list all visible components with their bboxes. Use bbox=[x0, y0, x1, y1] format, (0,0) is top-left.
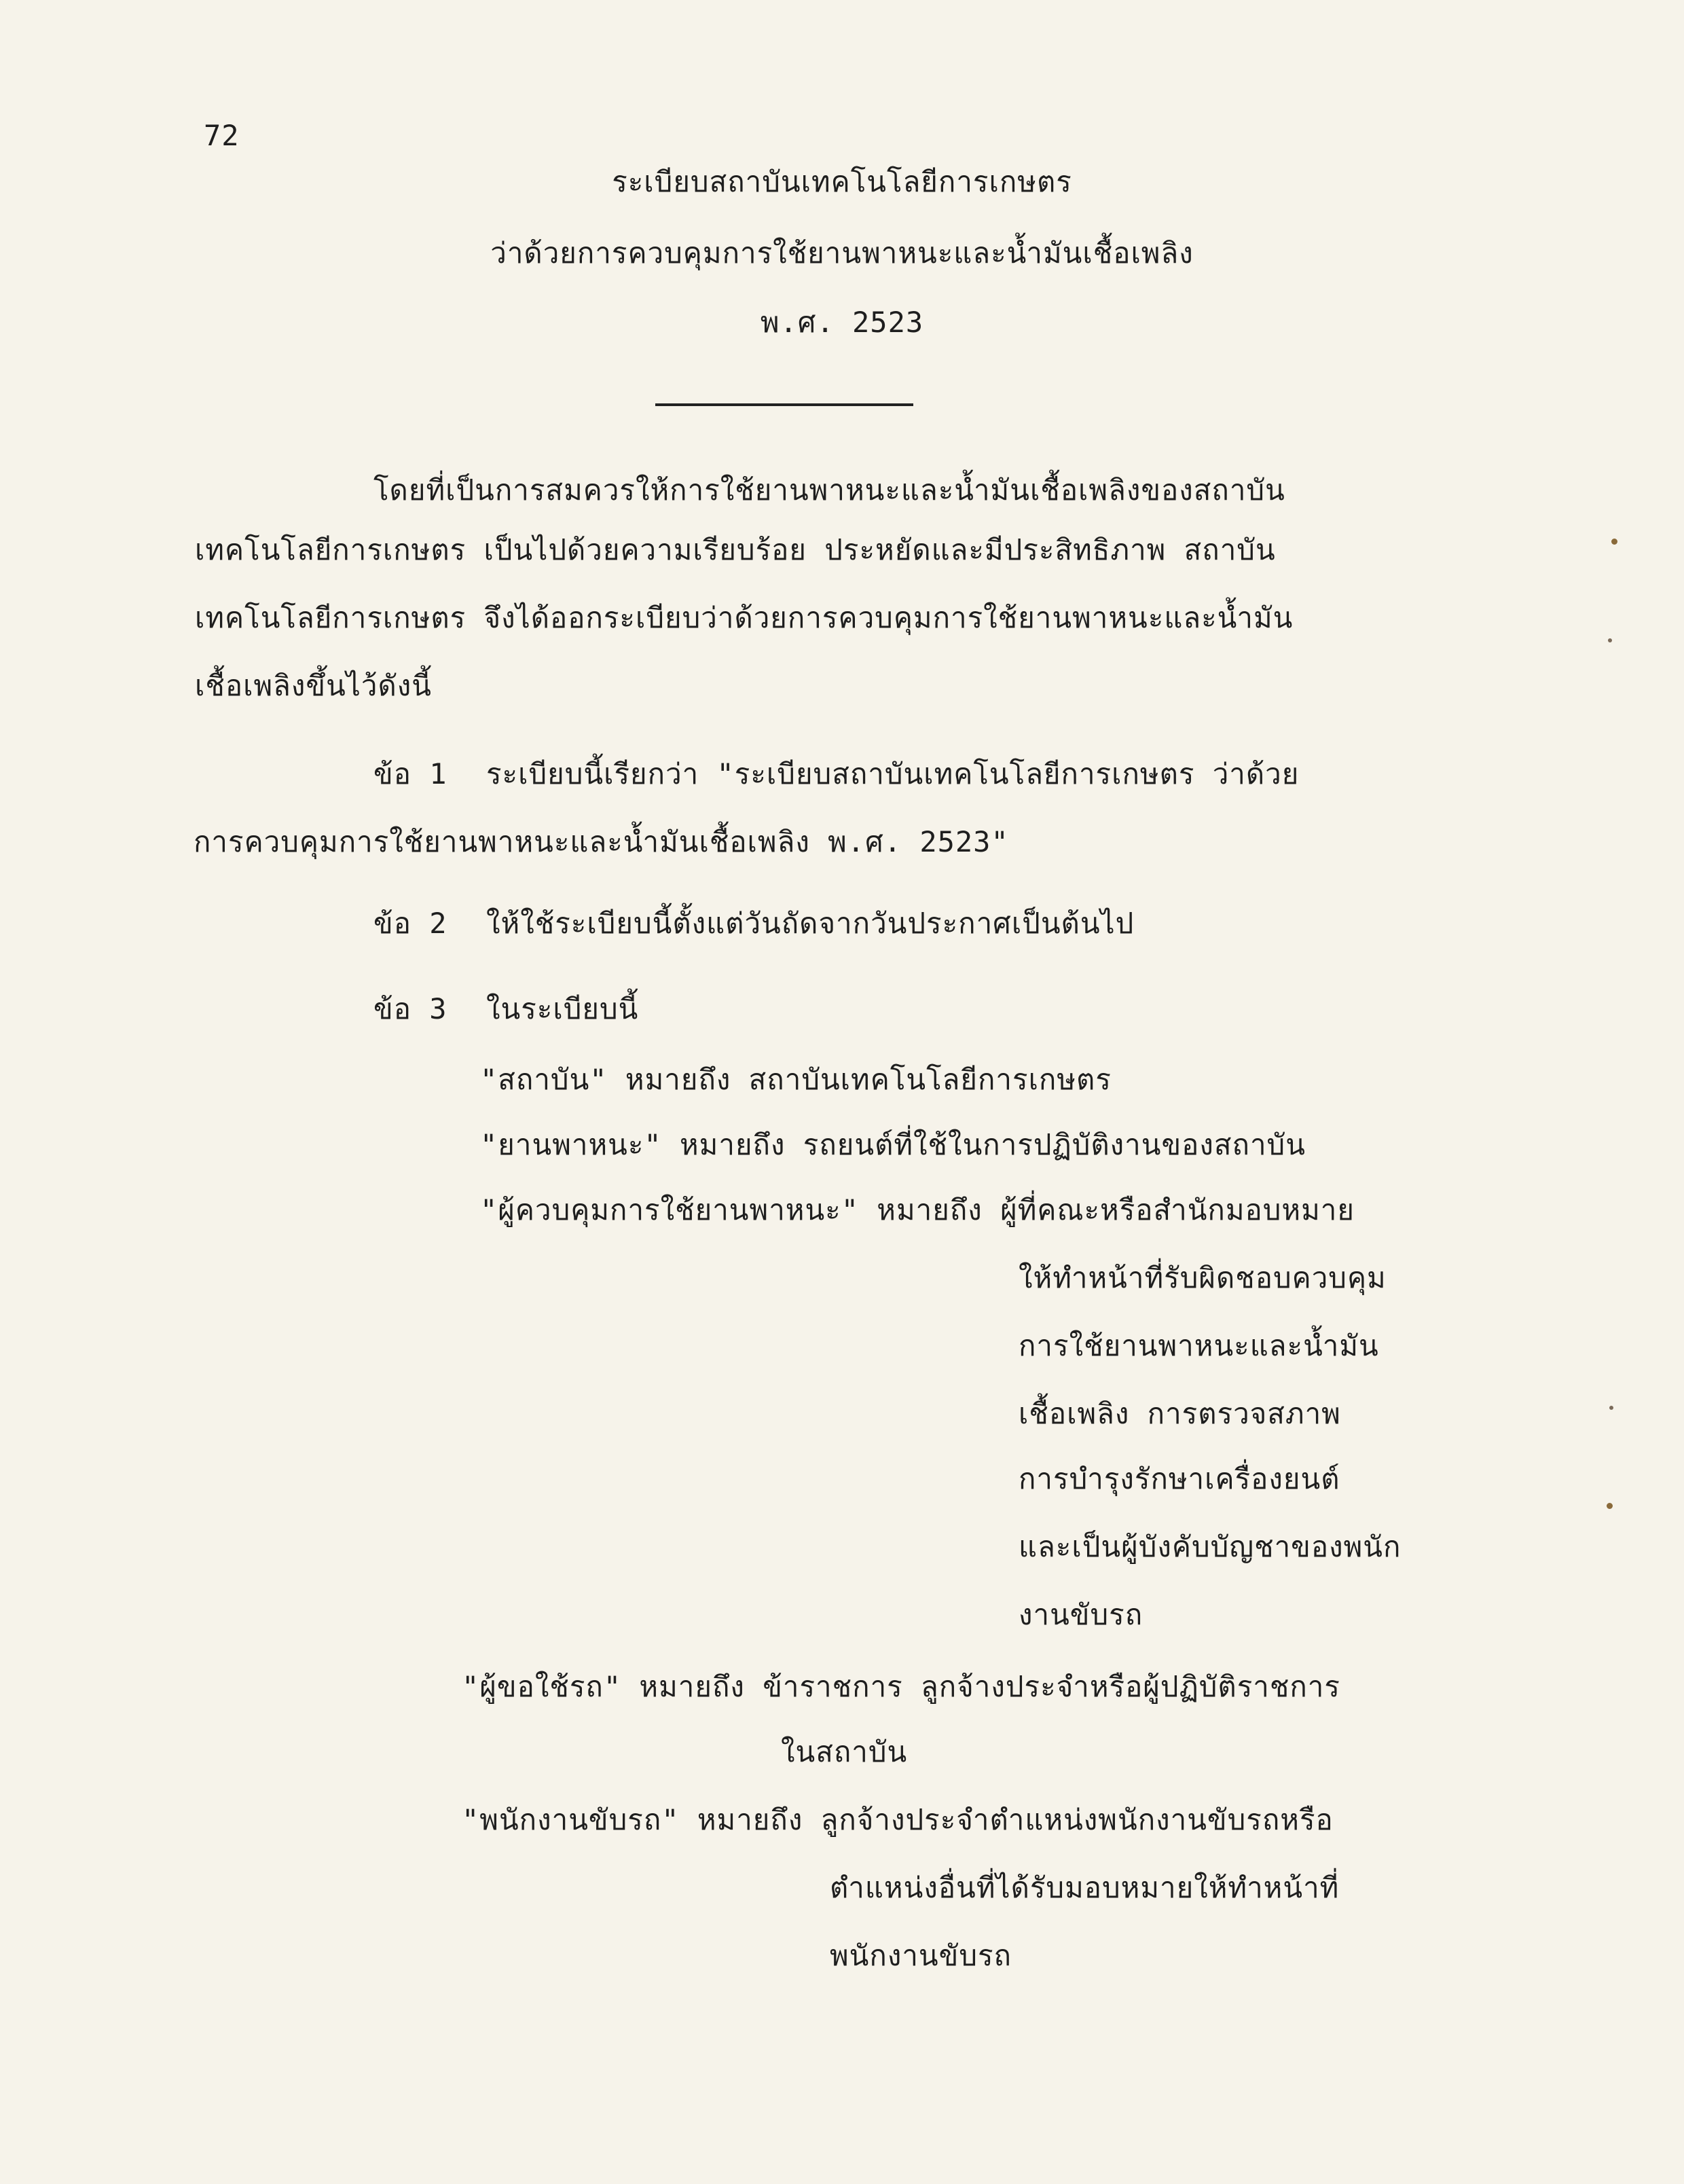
definition-driver-cont-2: พนักงานขับรถ bbox=[830, 1939, 1012, 1972]
definition-controller-cont-3: เชื้อเพลิง การตรวจสภาพ bbox=[1019, 1397, 1341, 1430]
definition-controller-cont-4: การบำรุงรักษาเครื่องยนต์ bbox=[1019, 1462, 1340, 1495]
page-number: 72 bbox=[204, 119, 240, 152]
title-line-2: ว่าด้วยการควบคุมการใช้ยานพาหนะและน้ำมันเชื้อเพลิง bbox=[490, 236, 1194, 270]
definition-driver-cont-1: ตำแหน่งอื่นที่ได้รับมอบหมายให้ทำหน้าที่ bbox=[830, 1871, 1340, 1904]
definition-institute: "สถาบัน" หมายถึง สถาบันเทคโนโลยีการเกษตร bbox=[480, 1063, 1112, 1096]
definition-requester: "ผู้ขอใช้รถ" หมายถึง ข้าราชการ ลูกจ้างประจำหรือผู้ปฏิบัติราชการ bbox=[462, 1670, 1340, 1703]
definition-controller-cont-5: และเป็นผู้บังคับบัญชาของพนัก bbox=[1019, 1530, 1402, 1563]
clause-1-text: ระเบียบนี้เรียกว่า "ระเบียบสถาบันเทคโนโลยีการเกษตร ว่าด้วย bbox=[486, 757, 1300, 790]
clause-3-label: ข้อ 3 bbox=[373, 992, 447, 1025]
paper-speck bbox=[1611, 539, 1617, 545]
title-line-1: ระเบียบสถาบันเทคโนโลยีการเกษตร bbox=[612, 165, 1072, 198]
definition-controller: "ผู้ควบคุมการใช้ยานพาหนะ" หมายถึง ผู้ที่คณะหรือสำนักมอบหมาย bbox=[480, 1193, 1355, 1226]
clause-3-text: ในระเบียบนี้ bbox=[486, 992, 639, 1025]
definition-controller-cont-6: งานขับรถ bbox=[1019, 1598, 1143, 1631]
preamble-line-1: โดยที่เป็นการสมควรให้การใช้ยานพาหนะและน้ำมันเชื้อเพลิงของสถาบัน bbox=[373, 473, 1285, 507]
preamble-line-4: เชื้อเพลิงขึ้นไว้ดังนี้ bbox=[195, 669, 432, 702]
paper-speck bbox=[1609, 1406, 1613, 1410]
definition-controller-cont-2: การใช้ยานพาหนะและน้ำมัน bbox=[1019, 1329, 1379, 1362]
clause-1-continuation: การควบคุมการใช้ยานพาหนะและน้ำมันเชื้อเพลิง พ.ศ. 2523" bbox=[194, 825, 1009, 858]
paper-speck bbox=[1607, 1503, 1613, 1509]
clause-1-label: ข้อ 1 bbox=[373, 757, 447, 790]
clause-2-label: ข้อ 2 bbox=[373, 907, 447, 940]
clause-2-text: ให้ใช้ระเบียบนี้ตั้งแต่วันถัดจากวันประกาศเป็นต้นไป bbox=[486, 907, 1135, 940]
definition-requester-cont: ในสถาบัน bbox=[781, 1735, 908, 1768]
preamble-line-3: เทคโนโลยีการเกษตร จึงได้ออกระเบียบว่าด้วยการควบคุมการใช้ยานพาหนะและน้ำมัน bbox=[195, 601, 1294, 634]
preamble-line-2: เทคโนโลยีการเกษตร เป็นไปด้วยความเรียบร้อย ประหยัดและมีประสิทธิภาพ สถาบัน bbox=[195, 533, 1276, 566]
definition-vehicle: "ยานพาหนะ" หมายถึง รถยนต์ที่ใช้ในการปฏิบัติงานของสถาบัน bbox=[480, 1128, 1306, 1161]
paper-speck bbox=[1608, 638, 1612, 642]
definition-driver: "พนักงานขับรถ" หมายถึง ลูกจ้างประจำตำแหน่งพนักงานขับรถหรือ bbox=[462, 1803, 1334, 1836]
title-line-3: พ.ศ. 2523 bbox=[760, 306, 924, 339]
definition-controller-cont-1: ให้ทำหน้าที่รับผิดชอบควบคุม bbox=[1019, 1261, 1387, 1294]
title-divider bbox=[655, 403, 913, 406]
